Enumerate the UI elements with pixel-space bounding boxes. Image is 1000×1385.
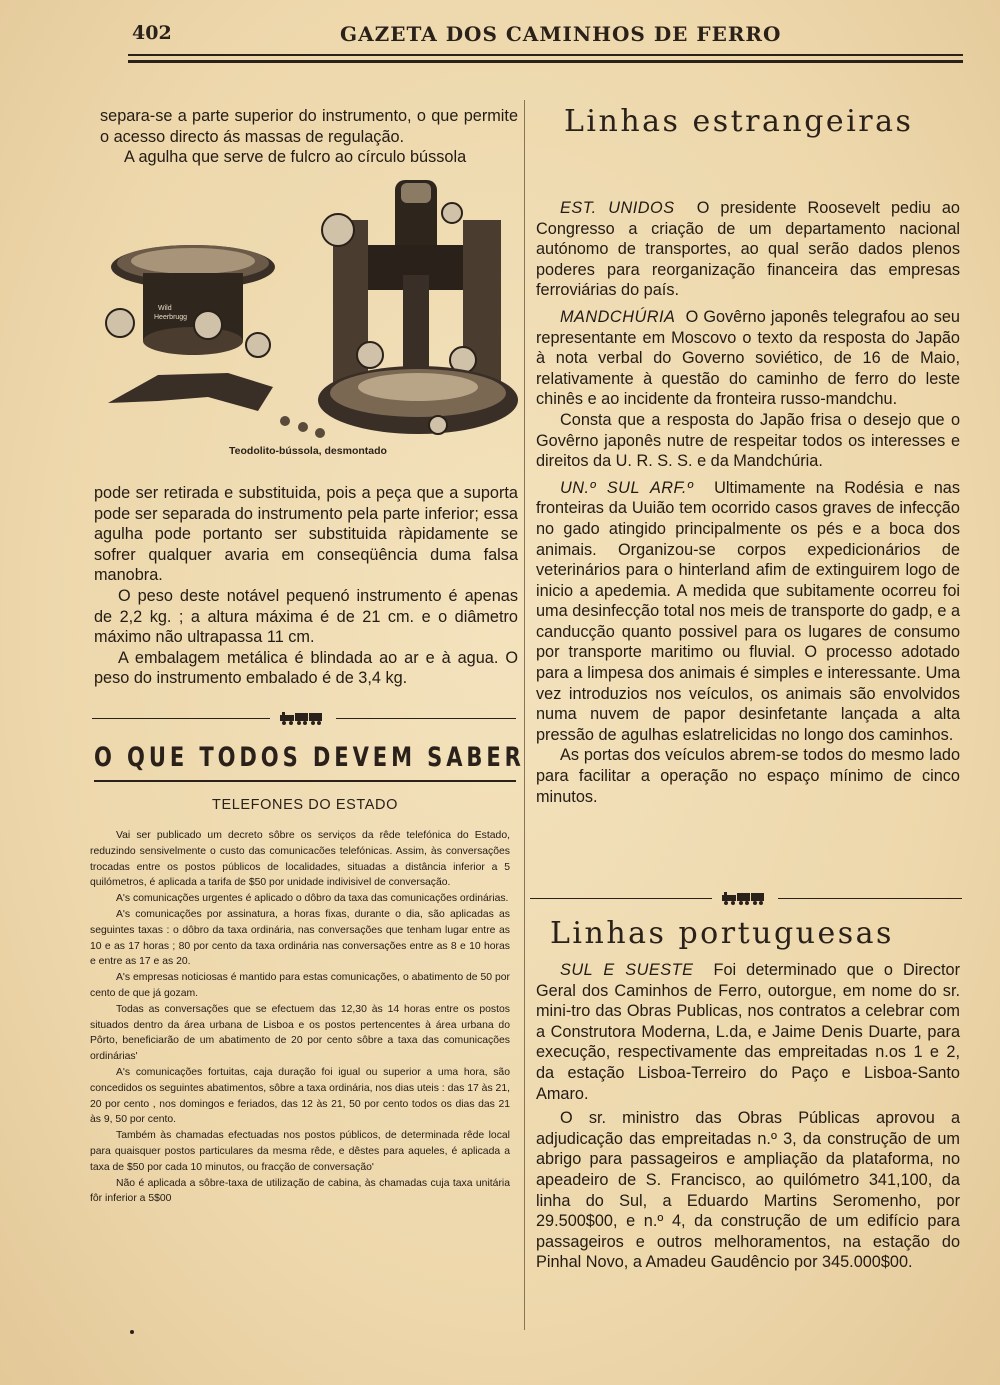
header-rule [128, 54, 963, 56]
entry-text: O sr. ministro das Obras Públicas aprovou a adjudicação das empreitadas n.º 3, da construção de um abrigo para passageiros e ampliação da plataforma, no apeadeiro de S. Francisco, ao quilómetro 341,100, da linha do Sul, a Eduardo Martins Seromenho, por 29.500$00, e n.º 4, da construção de um edifício para passageiros e outros melhoramentos, na estação do Pinhal Novo, a Amadeu Gaudêncio por 345.000$00. [536, 1109, 960, 1272]
paragraph: O peso deste notável pequenó instrumento é apenas de 2,2 kg. ; a altura máxima é de 21 cm. e o diâmetro máximo não ultrapassa 11 cm. [94, 586, 518, 647]
entry-lead: UN.º SUL ARF.º [560, 478, 694, 497]
entry [536, 307, 960, 410]
engraving-text: Wild [158, 305, 172, 312]
section-heading: O QUE TODOS DEVEM SABER [94, 742, 525, 773]
left-column-mid-text [94, 483, 518, 689]
portuguese-lines-text [536, 960, 960, 1273]
entry [536, 198, 960, 301]
paragraph: Vai ser publicado um decreto sôbre os serviços da rêde telefónica do Estado, reduzindo sensivelmente o custo das comunicacões telefónicas. Assim, às conversações trocadas entre os postos públicos de localidades, situadas a distância inferior a 5 quilómetros, é aplicada a tarifa de $50 por unidade indivisivel de conversação. [90, 830, 510, 889]
left-column-top-text [100, 106, 518, 168]
entry-text: Foi determinado que o Director Geral dos Caminhos de Ferro, outorgue, em nome do sr. mini-tro das Obras Publicas, nos contratos a celebrar com a Construtora Moderna, L.da, e Jaime Denis Duarte, para execução, respectivamente das empreitadas n.os 1 e 2, da estação Lisboa-Terreiro do Paço e Lisboa-Santo Amaro. [536, 961, 960, 1103]
train-separator [92, 708, 516, 728]
column-divider [524, 100, 525, 1330]
entry-text: As portas dos veículos abrem-se todos do mesmo lado para facilitar a operação no espaço mínimo de cinco minutos. [536, 746, 960, 806]
train-ornament-icon [278, 710, 326, 726]
entry [536, 478, 960, 746]
ink-dot [130, 1330, 134, 1334]
train-ornament-icon [720, 890, 768, 906]
entry [536, 410, 960, 472]
paragraph: Também às chamadas efectuadas nos postos públicos, de determinada rêde local para quaisquer postos particulares da mesma rêde, e dêstes para aqueles, é aplicada a taxa de $50 por cada 10 minutos, ou fracção de conversação' [90, 1130, 510, 1173]
theodolite-figure [98, 175, 518, 465]
gazette-title: GAZETA DOS CAMINHOS DE FERRO [340, 22, 782, 46]
entry-lead: MANDCHÚRIA [560, 307, 676, 326]
entry [536, 745, 960, 807]
paragraph: A's comunicações por assinatura, a horas fixas, durante o dia, são aplicadas as seguintes taxas : o dôbro da taxa ordinária, nas conversações que tenham lugar entre as 10 e as 17 horas ; 80 por cento da taxa ordinária nas conversações entre as 8 e 10 horas e entre as 17 e as 20. [90, 908, 510, 968]
entry-text: Ultimamente na Rodésia e nas fronteiras da Uuião tem ocorrido casos graves de infecção no gado atingido principalmente os pés e a boca dos animais. Organizou-se corpos expedicionários de veterinários para o hinterland afim de extinguirem logo de inicio a apedemia. A medida que subitamente ocorreu foi uma desinfecção total nos meis de transporte do gadp, e a canducção quanto possivel para os lugares de consumo por transporte maritimo ou fluvial. O processo adotado para a limpesa dos animais é simples e interessante. Uma vez introduzios nos veículos, os animais são envolvidos numa nuvem de papor desinfetante lançada a alta pressão de agulhas eslatrelicidas no longo dos caminhos. [536, 478, 960, 744]
entry [536, 1108, 960, 1273]
paragraph: pode ser retirada e substituida, pois a peça que a suporta pode ser separada do instrumento pela parte inferior; essa agulha pode portanto ser substituida ràpidamente se sofrer qualquer avaria em conseqüência duma falsa manobra. [94, 484, 518, 585]
section-title-portuguese: Linhas portuguesas [550, 916, 894, 951]
compass-base-illustration [106, 245, 275, 411]
paragraph: A's comunicações urgentes é aplicado o dôbro da taxa das comunicações ordinárias. [116, 893, 509, 905]
entry-lead: EST. UNIDOS [560, 199, 675, 217]
telescope-illustration [318, 180, 518, 434]
figure-caption: Teodolito-bússola, desmontado [229, 445, 387, 457]
screws-illustration [280, 416, 325, 438]
section-title-foreign: Linhas estrangeiras [564, 104, 914, 139]
entry-text: O Govêrno japonês telegrafou ao seu representante em Moscovo o texto da resposta do Japão à nota verbal do Governo soviético, de 16 de Maio, relativamente à questão do caminho de ferro do leste chinês e ao incidente da fronteira russo-mandchu. [536, 307, 960, 409]
section-subheading: TELEFONES DO ESTADO [212, 797, 398, 813]
entry-text: Consta que a resposta do Japão frisa o desejo que o Govêrno japonês nutre de respeitar todos os interesses e direitos da U. R. S. S. e da Mandchúria. [536, 410, 960, 471]
entry-lead: SUL E SUESTE [560, 961, 694, 979]
foreign-lines-text [536, 198, 960, 807]
engraving-text: Heerbrugg [154, 314, 188, 321]
paragraph: separa-se a parte superior do instrumento, o que permite o acesso directo ás massas de regulação. [100, 107, 518, 146]
page-number: 402 [132, 22, 172, 44]
paragraph: A embalagem metálica é blindada ao ar e à agua. O peso do instrumento embalado é de 3,4 kg. [94, 648, 518, 688]
header-rule-thick [128, 60, 963, 63]
paragraph: A's empresas noticiosas é mantido para estas comunicações, o abatimento de 50 por cento de que já gozam. [90, 972, 510, 999]
paragraph: Todas as conversações que se efectuem das 12,30 às 14 horas entre os postos situados dentro da área urbana de Lisboa e os postos pertencentes à área urbana do Pôrto, beneficiarão de um abatimento de 20 por cento sôbre a taxa das comunicações ordinárias' [90, 1003, 510, 1063]
telephone-article [90, 828, 510, 1207]
entry [536, 960, 960, 1104]
paragraph: Não é aplicada a sôbre-taxa de utilização de cabina, às chamadas cuja taxa unitária fôr inferior a 5$00 [90, 1177, 510, 1205]
paragraph: A agulha que serve de fulcro ao círculo bússola [124, 148, 467, 167]
entry-text: O presidente Roosevelt pediu ao Congresso a criação de um departamento nacional autónomo de transportes, ao qual serão dados plenos poderes para reorganização financeira das empresas ferroviárias do país. [536, 199, 960, 300]
train-separator [530, 888, 962, 908]
heading-rule [94, 780, 516, 782]
paragraph: A's comunicações fortuitas, caja duração foi igual ou superior a uma hora, são concedidos os seguintes abatimentos, sôbre a taxa ordinária, nos dias uteis : das 17 às 21, 20 por cento , nos domingos e feriados, das 12 às 21, 50 por cento todos os dias das 21 às 9, 50 por cento. [90, 1066, 510, 1126]
